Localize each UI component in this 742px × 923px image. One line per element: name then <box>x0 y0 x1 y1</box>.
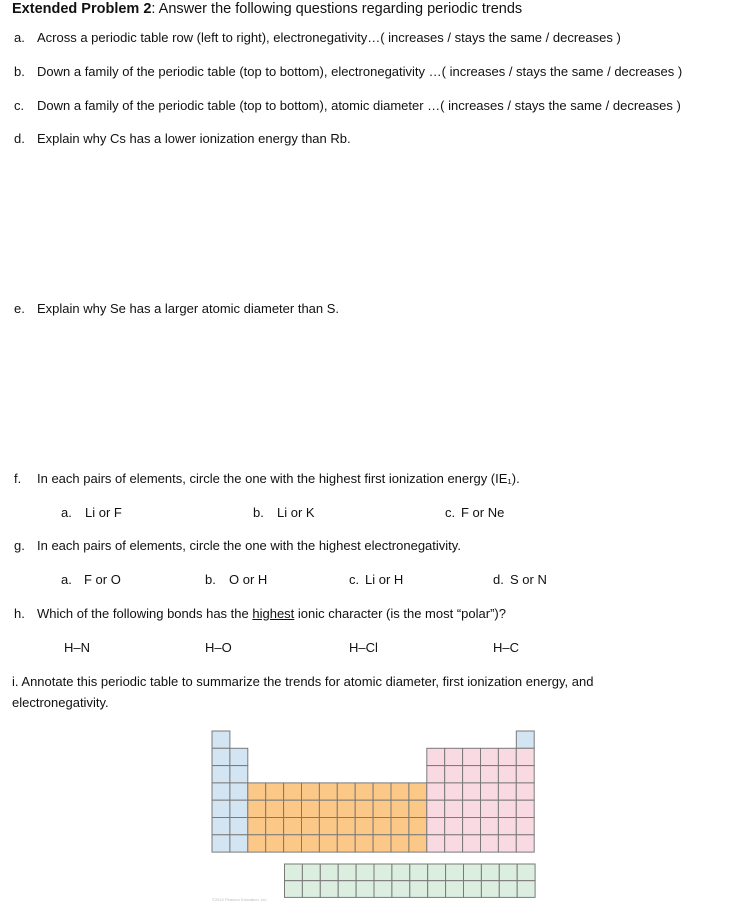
element-cell-p <box>445 783 463 800</box>
element-cell-p <box>427 748 445 765</box>
element-cell-p <box>481 766 499 783</box>
element-cell-d <box>355 835 373 852</box>
element-cell-s <box>230 748 248 765</box>
element-cell-d <box>284 818 302 835</box>
question-b-text: Down a family of the periodic table (top to bottom), electronegativity …( increases / stays the same / decreases ) <box>37 64 683 79</box>
question-b-marker: b. <box>14 64 25 79</box>
element-cell-p <box>445 800 463 817</box>
element-cell-f <box>320 881 338 898</box>
element-cell-d <box>302 783 320 800</box>
element-cell-f <box>302 881 320 898</box>
element-cell-f <box>338 864 356 881</box>
element-cell-d <box>248 835 266 852</box>
element-cell-f <box>464 864 482 881</box>
element-cell-d <box>373 835 391 852</box>
element-cell-f <box>392 881 410 898</box>
g-option-b-text: O or H <box>229 572 268 587</box>
element-cell-p <box>445 766 463 783</box>
element-cell-noble <box>516 731 534 748</box>
f-option-a-text: Li or F <box>85 505 122 520</box>
question-e-text: Explain why Se has a larger atomic diameter than S. <box>37 301 340 316</box>
h-text-after: ionic character (is the most “polar”)? <box>294 606 506 621</box>
g-option-d-text: S or N <box>510 572 547 587</box>
h-option-hn: H–N <box>64 640 91 655</box>
element-cell-p <box>463 835 481 852</box>
element-cell-s <box>212 818 230 835</box>
question-d-marker: d. <box>14 131 25 146</box>
element-cell-d <box>266 835 284 852</box>
element-cell-f <box>446 864 464 881</box>
question-c-text: Down a family of the periodic table (top to bottom), atomic diameter …( increases / stays the same / decreases ) <box>37 98 681 113</box>
element-cell-p <box>516 748 534 765</box>
element-cell-p <box>445 835 463 852</box>
element-cell-d <box>302 818 320 835</box>
element-cell-d <box>391 783 409 800</box>
element-cell-f <box>499 881 517 898</box>
copyright-text: ©2010 Pearson Education, Inc. <box>212 897 268 902</box>
question-i-line2: electronegativity. <box>12 695 109 710</box>
element-cell-f <box>446 881 464 898</box>
element-cell-p <box>463 766 481 783</box>
element-cell-d <box>373 800 391 817</box>
f-option-b-text: Li or K <box>277 505 315 520</box>
element-cell-s <box>212 731 230 748</box>
element-cell-d <box>266 783 284 800</box>
f-option-c-text: F or Ne <box>461 505 505 520</box>
question-e-marker: e. <box>14 301 25 316</box>
element-cell-s <box>230 766 248 783</box>
g-option-a-text: F or O <box>84 572 121 587</box>
element-cell-d <box>319 783 337 800</box>
element-cell-f <box>499 864 517 881</box>
element-cell-d <box>248 800 266 817</box>
element-cell-p <box>498 800 516 817</box>
element-cell-f <box>356 881 374 898</box>
element-cell-p <box>463 748 481 765</box>
question-i-line1: i. Annotate this periodic table to summarize the trends for atomic diameter, first ionization energy, and <box>12 674 594 689</box>
element-cell-p <box>498 835 516 852</box>
question-g-marker: g. <box>14 538 25 553</box>
element-cell-p <box>481 748 499 765</box>
element-cell-p <box>498 766 516 783</box>
element-cell-f <box>285 864 303 881</box>
element-cell-d <box>266 818 284 835</box>
element-cell-p <box>516 783 534 800</box>
title-bold: Extended Problem 2 <box>12 1 152 17</box>
element-cell-p <box>445 748 463 765</box>
element-cell-f <box>517 881 535 898</box>
element-cell-d <box>248 818 266 835</box>
element-cell-f <box>410 864 428 881</box>
element-cell-f <box>320 864 338 881</box>
element-cell-p <box>463 783 481 800</box>
element-cell-s <box>230 783 248 800</box>
element-cell-f <box>517 864 535 881</box>
element-cell-d <box>337 818 355 835</box>
element-cell-d <box>319 835 337 852</box>
f-option-c-marker: c. <box>445 505 456 520</box>
h-text-before: Which of the following bonds has the <box>37 606 253 621</box>
element-cell-d <box>373 783 391 800</box>
g-option-c-marker: c. <box>349 572 360 587</box>
element-cell-d <box>337 835 355 852</box>
element-cell-f <box>356 864 374 881</box>
element-cell-d <box>302 835 320 852</box>
element-cell-d <box>409 835 427 852</box>
element-cell-d <box>266 800 284 817</box>
element-cell-d <box>337 800 355 817</box>
element-cell-d <box>284 783 302 800</box>
question-c-marker: c. <box>14 98 25 113</box>
element-cell-s <box>212 748 230 765</box>
element-cell-f <box>410 881 428 898</box>
h-option-hc: H–C <box>493 640 520 655</box>
element-cell-s <box>230 800 248 817</box>
f-option-b-marker: b. <box>253 505 264 520</box>
element-cell-d <box>373 818 391 835</box>
element-cell-p <box>427 800 445 817</box>
question-a-marker: a. <box>14 30 25 45</box>
question-h-marker: h. <box>14 606 25 621</box>
element-cell-d <box>319 800 337 817</box>
element-cell-p <box>481 783 499 800</box>
h-option-ho: H–O <box>205 640 232 655</box>
element-cell-p <box>498 748 516 765</box>
element-cell-s <box>230 818 248 835</box>
question-f-marker: f. <box>14 471 22 486</box>
element-cell-f <box>392 864 410 881</box>
element-cell-d <box>409 800 427 817</box>
element-cell-p <box>427 835 445 852</box>
element-cell-p <box>463 800 481 817</box>
element-cell-p <box>481 800 499 817</box>
g-option-d-marker: d. <box>493 572 504 587</box>
element-cell-f <box>464 881 482 898</box>
element-cell-p <box>427 766 445 783</box>
element-cell-p <box>516 835 534 852</box>
element-cell-d <box>284 800 302 817</box>
element-cell-d <box>355 800 373 817</box>
element-cell-p <box>427 818 445 835</box>
question-f-text: In each pairs of elements, circle the one with the highest first ionization energy (IE₁). <box>37 471 520 486</box>
question-a-text: Across a periodic table row (left to right), electronegativity…( increases / stays the same / decreases ) <box>37 30 621 45</box>
element-cell-d <box>355 783 373 800</box>
element-cell-p <box>498 783 516 800</box>
f-option-a-marker: a. <box>61 505 72 520</box>
element-cell-f <box>481 864 499 881</box>
element-cell-p <box>445 818 463 835</box>
element-cell-f <box>428 881 446 898</box>
element-cell-p <box>516 800 534 817</box>
element-cell-s <box>212 783 230 800</box>
element-cell-d <box>248 783 266 800</box>
element-cell-p <box>481 818 499 835</box>
g-option-b-marker: b. <box>205 572 216 587</box>
element-cell-d <box>409 818 427 835</box>
element-cell-f <box>374 864 392 881</box>
element-cell-p <box>481 835 499 852</box>
element-cell-d <box>319 818 337 835</box>
g-option-a-marker: a. <box>61 572 72 587</box>
question-d-text: Explain why Cs has a lower ionization energy than Rb. <box>37 131 351 146</box>
g-option-c-text: Li or H <box>365 572 404 587</box>
element-cell-f <box>302 864 320 881</box>
h-text-underlined: highest <box>252 606 295 621</box>
question-g-text: In each pairs of elements, circle the one with the highest electronegativity. <box>37 538 461 553</box>
element-cell-f <box>428 864 446 881</box>
element-cell-f <box>481 881 499 898</box>
element-cell-s <box>212 766 230 783</box>
title-rest: : Answer the following questions regarding periodic trends <box>151 1 523 17</box>
element-cell-s <box>212 835 230 852</box>
element-cell-d <box>409 783 427 800</box>
element-cell-d <box>337 783 355 800</box>
element-cell-p <box>463 818 481 835</box>
h-option-hcl: H–Cl <box>349 640 378 655</box>
element-cell-d <box>302 800 320 817</box>
element-cell-d <box>391 800 409 817</box>
element-cell-f <box>285 881 303 898</box>
element-cell-p <box>427 783 445 800</box>
element-cell-f <box>338 881 356 898</box>
element-cell-p <box>516 766 534 783</box>
element-cell-d <box>391 818 409 835</box>
element-cell-d <box>391 835 409 852</box>
element-cell-f <box>374 881 392 898</box>
element-cell-d <box>355 818 373 835</box>
element-cell-s <box>212 800 230 817</box>
element-cell-p <box>516 818 534 835</box>
element-cell-d <box>284 835 302 852</box>
element-cell-s <box>230 835 248 852</box>
element-cell-p <box>498 818 516 835</box>
